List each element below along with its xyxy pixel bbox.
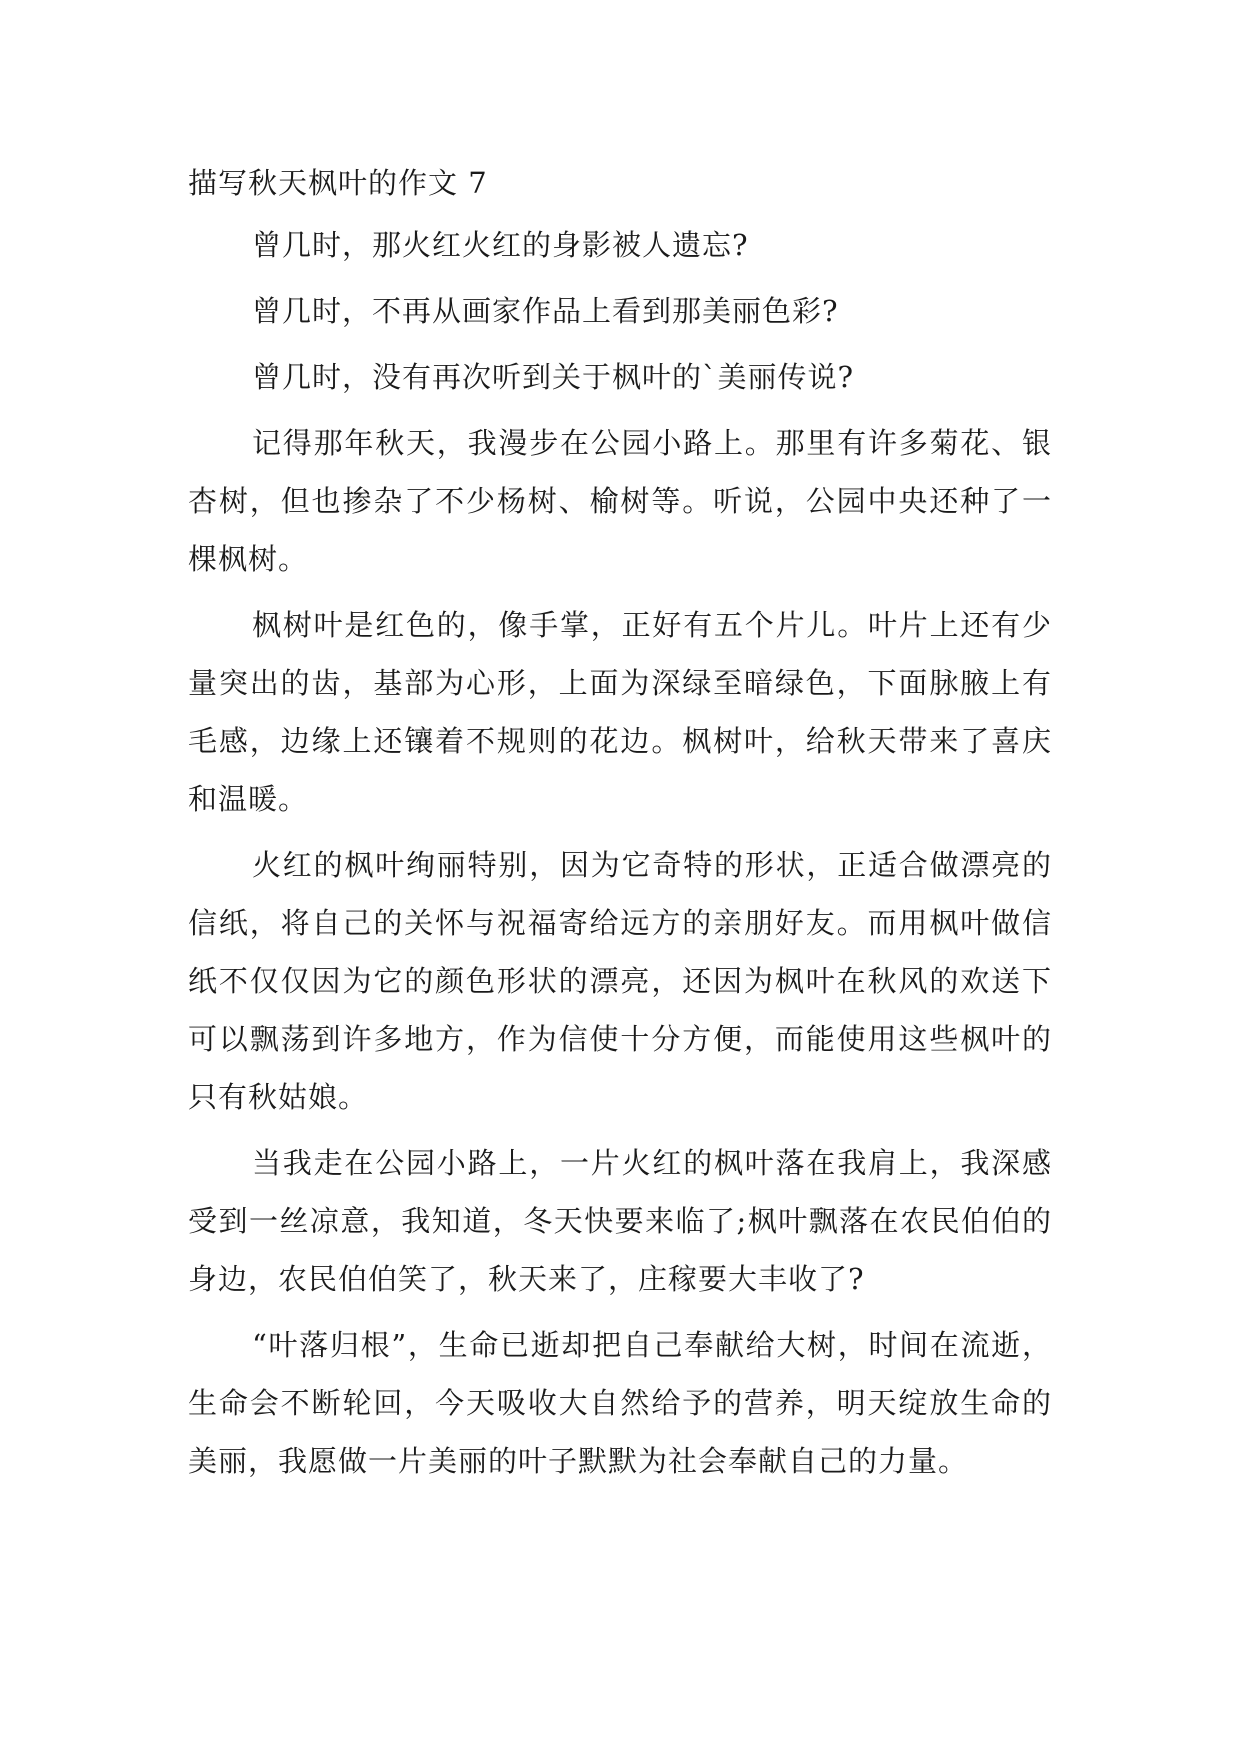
paragraph-7: 当我走在公园小路上，一片火红的枫叶落在我肩上，我深感受到一丝凉意，我知道，冬天快要来临了;枫叶飘落在农民伯伯的身边，农民伯伯笑了，秋天来了，庄稼要大丰收了? [188, 1146, 1052, 1296]
paragraph-8: “叶落归根”，生命已逝却把自己奉献给大树，时间在流逝，生命会不断轮回，今天吸收大自然给予的营养，明天绽放生命的美丽，我愿做一片美丽的叶子默默为社会奉献自己的力量。 [188, 1328, 1052, 1478]
paragraph-3: 曾几时，没有再次听到关于枫叶的`美丽传说? [252, 360, 855, 394]
essay-title: 描写秋天枫叶的作文 7 [188, 166, 488, 200]
paragraph-6: 火红的枫叶绚丽特别，因为它奇特的形状，正适合做漂亮的信纸，将自己的关怀与祝福寄给远方的亲朋好友。而用枫叶做信纸不仅仅因为它的颜色形状的漂亮，还因为枫叶在秋风的欢送下可以飘荡到许多地方，作为信使十分方便，而能使用这些枫叶的只有秋姑娘。 [188, 848, 1052, 1114]
paragraph-5: 枫树叶是红色的，像手掌，正好有五个片儿。叶片上还有少量突出的齿，基部为心形，上面为深绿至暗绿色，下面脉腋上有毛感，边缘上还镶着不规则的花边。枫树叶，给秋天带来了喜庆和温暖。 [188, 608, 1052, 816]
paragraph-4: 记得那年秋天，我漫步在公园小路上。那里有许多菊花、银杏树，但也掺杂了不少杨树、榆树等。听说，公园中央还种了一棵枫树。 [188, 426, 1052, 576]
essay-body [188, 158, 1052, 1490]
paragraph-2: 曾几时，不再从画家作品上看到那美丽色彩? [252, 294, 839, 328]
paragraph-1: 曾几时，那火红火红的身影被人遗忘? [252, 228, 749, 262]
